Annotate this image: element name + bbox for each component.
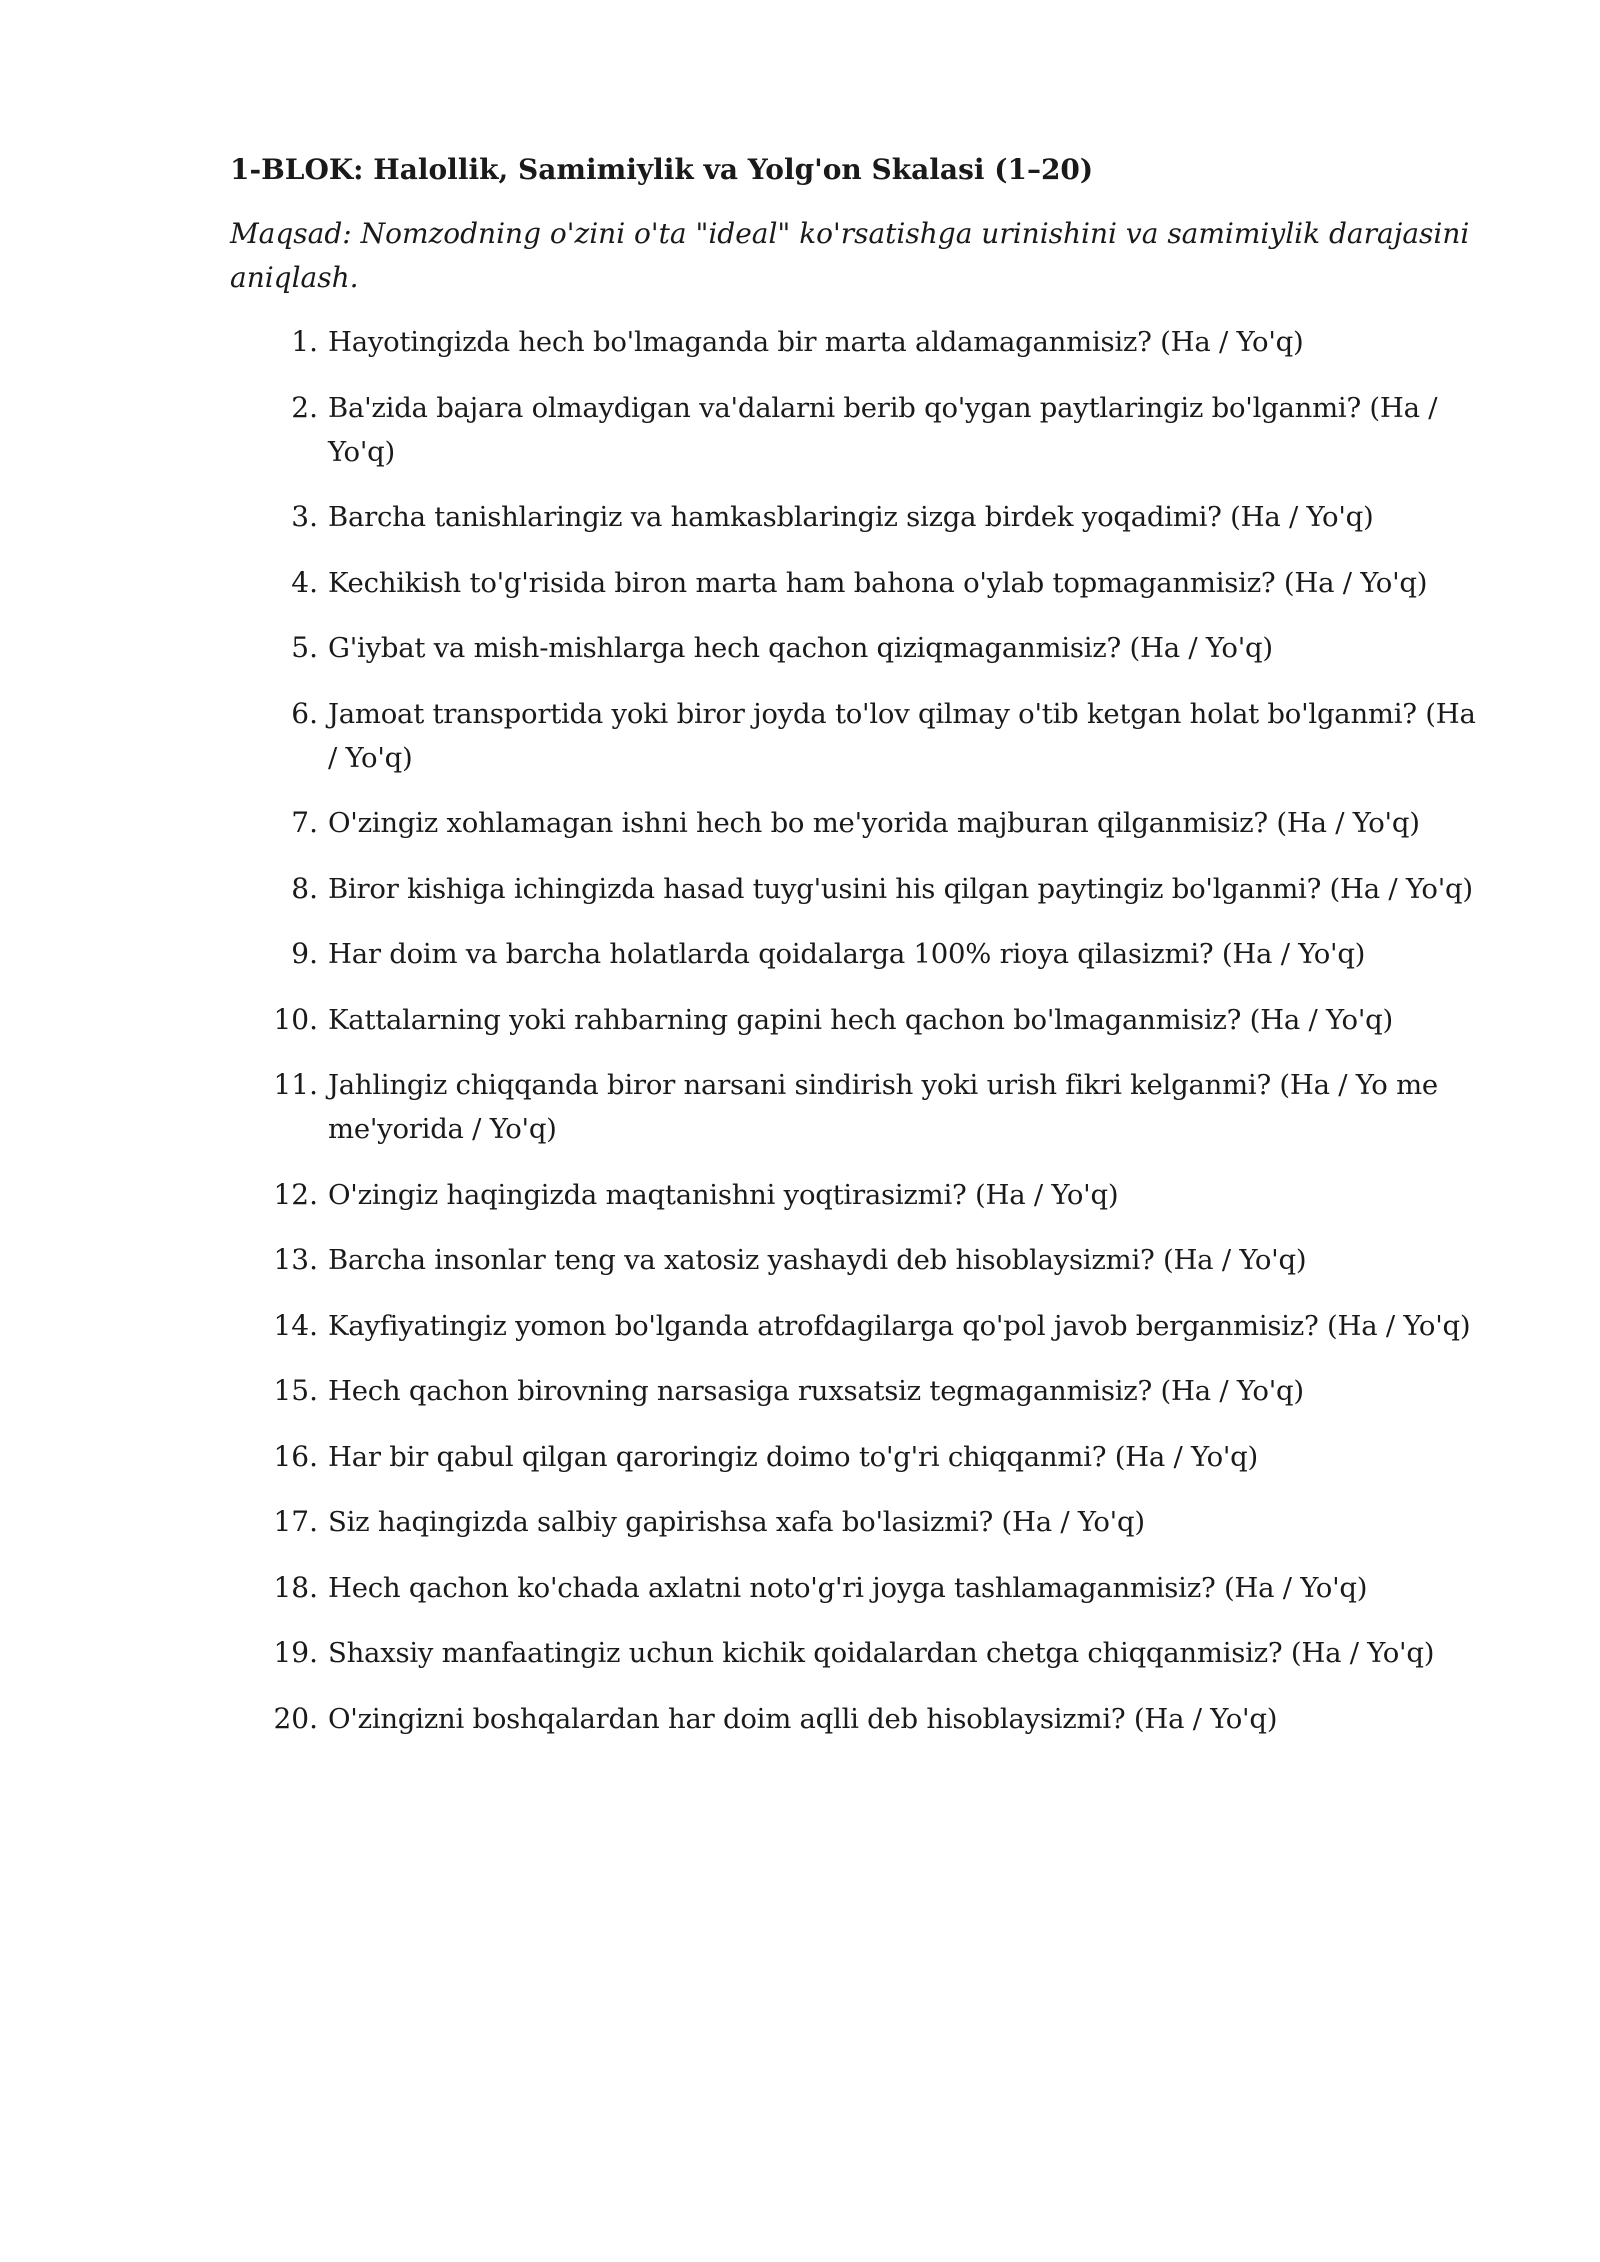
- question-item: [230, 1631, 1490, 1675]
- question-item: [230, 561, 1490, 605]
- question-item: [230, 801, 1490, 845]
- question-item: [230, 320, 1490, 364]
- question-text: O'zingizni boshqalardan har doim aqlli deb hisoblaysizmi? (Ha / Yo'q): [328, 1702, 1278, 1735]
- question-number: 8.: [291, 871, 318, 905]
- question-item: [230, 1435, 1490, 1479]
- question-number: 20.: [273, 1701, 318, 1735]
- question-text: O'zingiz haqingizda maqtanishni yoqtirasizmi? (Ha / Yo'q): [328, 1178, 1119, 1211]
- question-text: Ba'zida bajara olmaydigan va'dalarni berib qo'ygan paytlaringiz bo'lganmi? (Ha / Yo'q): [328, 391, 1438, 468]
- question-number: 2.: [291, 390, 318, 424]
- question-item: [230, 867, 1490, 911]
- question-number: 14.: [273, 1308, 318, 1342]
- question-item: [230, 1173, 1490, 1217]
- question-text: Siz haqingizda salbiy gapirishsa xafa bo'lasizmi? (Ha / Yo'q): [328, 1506, 1145, 1538]
- question-item: [230, 1697, 1490, 1741]
- question-item: [230, 386, 1490, 474]
- question-number: 12.: [273, 1177, 318, 1211]
- question-item: [230, 998, 1490, 1042]
- question-number: 5.: [291, 631, 318, 664]
- question-list: [230, 320, 1490, 1741]
- question-item: [230, 1238, 1490, 1282]
- question-number: 10.: [273, 1002, 318, 1036]
- question-item: [230, 1369, 1490, 1413]
- question-item: [230, 1304, 1490, 1348]
- question-text: Har bir qabul qilgan qaroringiz doimo to'g'ri chiqqanmi? (Ha / Yo'q): [328, 1440, 1259, 1473]
- block-purpose: Maqsad: Nomzodning o'zini o'ta "ideal" ko'rsatishga urinishini va samimiylik darajasini aniqlash.: [230, 217, 1470, 294]
- question-number: 18.: [273, 1570, 318, 1604]
- question-number: 19.: [273, 1636, 318, 1669]
- question-text: Kattalarning yoki rahbarning gapini hech qachon bo'lmaganmisiz? (Ha / Yo'q): [328, 1003, 1393, 1036]
- question-text: Biror kishiga ichingizda hasad tuyg'usini his qilgan paytingiz bo'lganmi? (Ha / Yo'q): [328, 872, 1473, 905]
- question-text: Barcha insonlar teng va xatosiz yashaydi deb hisoblaysizmi? (Ha / Yo'q): [328, 1244, 1307, 1276]
- question-text: Hech qachon ko'chada axlatni noto'g'ri joyga tashlamaganmisiz? (Ha / Yo'q): [328, 1571, 1368, 1604]
- question-number: 4.: [291, 565, 318, 599]
- question-text: Jamoat transportida yoki biror joyda to'lov qilmay o'tib ketgan holat bo'lganmi? (Ha / Yo'q): [328, 697, 1476, 774]
- question-number: 16.: [273, 1439, 318, 1473]
- question-item: [230, 692, 1490, 780]
- question-text: O'zingiz xohlamagan ishni hech bo me'yorida majburan qilganmisiz? (Ha / Yo'q): [328, 807, 1420, 839]
- question-number: 11.: [273, 1068, 318, 1101]
- question-item: [230, 626, 1490, 670]
- question-text: Har doim va barcha holatlarda qoidalarga 100% rioya qilasizmi? (Ha / Yo'q): [328, 938, 1366, 970]
- question-item: [230, 1566, 1490, 1610]
- document-page: [230, 148, 1490, 1762]
- question-number: 6.: [291, 696, 318, 730]
- question-text: Barcha tanishlaringiz va hamkasblaringiz sizga birdek yoqadimi? (Ha / Yo'q): [328, 501, 1374, 533]
- question-item: [230, 495, 1490, 539]
- question-number: 3.: [291, 500, 318, 533]
- question-number: 17.: [273, 1505, 318, 1538]
- block-heading: 1-BLOK: Halollik, Samimiylik va Yolg'on Skalasi (1–20): [230, 153, 1094, 186]
- question-number: 9.: [291, 937, 318, 970]
- question-item: [230, 1500, 1490, 1544]
- question-text: Shaxsiy manfaatingiz uchun kichik qoidalardan chetga chiqqanmisiz? (Ha / Yo'q): [328, 1637, 1435, 1669]
- question-number: 7.: [291, 806, 318, 839]
- question-text: Kechikish to'g'risida biron marta ham bahona o'ylab topmaganmisiz? (Ha / Yo'q): [328, 566, 1428, 599]
- question-text: Kayfiyatingiz yomon bo'lganda atrofdagilarga qo'pol javob berganmisiz? (Ha / Yo'q): [328, 1309, 1471, 1342]
- question-text: Hayotingizda hech bo'lmaganda bir marta aldamaganmisiz? (Ha / Yo'q): [328, 326, 1304, 358]
- question-number: 13.: [273, 1243, 318, 1276]
- question-number: 1.: [291, 325, 318, 358]
- question-text: Jahlingiz chiqqanda biror narsani sindirish yoki urish fikri kelganmi? (Ha / Yo me me'yorida / Yo'q): [328, 1069, 1438, 1145]
- question-item: [230, 932, 1490, 976]
- question-item: [230, 1063, 1490, 1151]
- question-number: 15.: [273, 1374, 318, 1407]
- question-text: Hech qachon birovning narsasiga ruxsatsiz tegmaganmisiz? (Ha / Yo'q): [328, 1375, 1304, 1407]
- question-text: G'iybat va mish-mishlarga hech qachon qiziqmaganmisiz? (Ha / Yo'q): [328, 632, 1273, 664]
